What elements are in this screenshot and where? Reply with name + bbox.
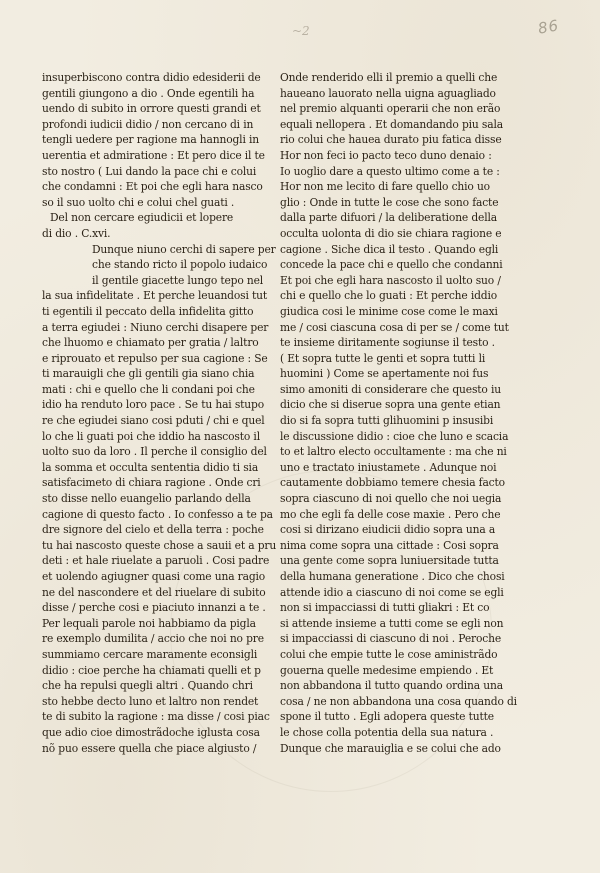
text-line: so il suo uolto chi e colui chel guati . bbox=[42, 195, 235, 209]
text-line: cagione . Siche dica il testo . Quando egli bbox=[280, 242, 499, 256]
text-line: disse / perche cosi e piaciuto innanzi a te . bbox=[42, 601, 266, 615]
text-line: Et poi che egli hara nascosto il uolto suo / bbox=[280, 273, 501, 287]
top-pencil-mark: ~2 bbox=[292, 24, 310, 38]
text-line: la sua infidelitate . Et perche leuandosi tut bbox=[42, 289, 268, 303]
text-line: summiamo cercare maramente econsigli bbox=[42, 647, 258, 661]
text-line: uerentia et admiratione : Et pero dice il te bbox=[42, 148, 265, 162]
text-line: nel premio alquanti operarii che non erão bbox=[280, 102, 501, 116]
text-line: cosi si dirizano eiudicii didio sopra una a bbox=[280, 523, 496, 537]
text-line: Onde renderido elli il premio a quelli che bbox=[280, 71, 498, 84]
text-line: idio ha renduto loro pace . Se tu hai stupo bbox=[42, 398, 265, 412]
right-text-column bbox=[280, 70, 544, 756]
text-line: uendo di subito in orrore questi grandi et bbox=[42, 102, 261, 116]
text-line: insuperbiscono contra didio edesiderii de bbox=[42, 71, 261, 84]
text-line: ti marauigli che gli gentili gia siano chia bbox=[42, 367, 255, 381]
text-line: Del non cercare egiudicii et lopere bbox=[50, 211, 234, 225]
text-line: me / cosi ciascuna cosa di per se / come tut bbox=[280, 320, 509, 334]
text-line: mo che egli fa delle cose maxie . Pero che bbox=[280, 507, 501, 521]
text-line: sto disse nello euangelio parlando della bbox=[42, 492, 251, 506]
text-line: et uolendo agiugner quasi come una ragio bbox=[42, 570, 266, 583]
text-line: deti : et hale riuelate a paruoli . Cosi padre bbox=[42, 554, 270, 568]
text-line: il gentile giacette lungo tepo nel bbox=[92, 273, 264, 287]
text-line: ne del nascondere et del riuelare di subito bbox=[42, 585, 266, 599]
text-line: giudica cosi le minime cose come le maxi bbox=[280, 304, 498, 318]
text-line: cautamente dobbiamo temere chesia facto bbox=[280, 476, 505, 490]
text-line: che ha repulsi quegli altri . Quando chri bbox=[42, 679, 253, 693]
text-line: che condamni : Et poi che egli hara nasco bbox=[42, 180, 263, 194]
text-line: tu hai nascosto queste chose a sauii et a pru bbox=[42, 538, 277, 552]
text-line: a terra egiudei : Niuno cerchi disapere per bbox=[42, 320, 269, 334]
text-line: equali nellopera . Et domandando piu sala bbox=[280, 117, 503, 131]
text-line: mati : chi e quello che li condani poi che bbox=[42, 382, 255, 396]
text-line: le discussione didio : cioe che luno e scacia bbox=[280, 429, 509, 443]
text-line: Per lequali parole noi habbiamo da pigla bbox=[42, 616, 256, 630]
text-line: huomini ) Come se apertamente noi fus bbox=[280, 367, 489, 381]
text-line: si impacciassi di ciascuno di noi . Peroche bbox=[280, 632, 502, 646]
text-line: glio : Onde in tutte le cose che sono facte bbox=[280, 195, 499, 209]
text-line: uno e tractato iniustamete . Adunque noi bbox=[280, 460, 497, 474]
text-line: sopra ciascuno di noi quello che noi uegia bbox=[280, 492, 502, 506]
folio-number: 86 bbox=[536, 16, 561, 38]
text-line: la somma et occulta sententia didio ti sia bbox=[42, 460, 259, 474]
text-line: e riprouato et repulso per sua cagione : Se bbox=[42, 351, 268, 365]
text-line: dio si fa sopra tutti glihuomini p insusibi bbox=[280, 414, 494, 428]
text-line: to et laltro electo occultamente : ma che ni bbox=[280, 445, 507, 459]
text-line: una gente come sopra luniuersitade tutta bbox=[280, 554, 499, 568]
text-line: te insieme diritamente sogiunse il testo . bbox=[280, 336, 495, 350]
text-line: sto hebbe decto luno et laltro non rendet bbox=[42, 694, 259, 708]
text-line: attende idio a ciascuno di noi come se egli bbox=[280, 585, 504, 599]
text-line: occulta uolonta di dio sie chiara ragione e bbox=[280, 226, 502, 240]
text-line: simo amoniti di considerare che questo iu bbox=[280, 382, 501, 396]
text-line: nõ puo essere quella che piace algiusto / bbox=[42, 741, 257, 755]
text-line: satisfacimeto di chiara ragione . Onde cri bbox=[42, 476, 261, 490]
text-line: concede la pace chi e quello che condanni bbox=[280, 258, 503, 272]
text-line: gentili giungono a dio . Onde egentili ha bbox=[42, 86, 255, 100]
text-line: le chose colla potentia della sua natura . bbox=[280, 725, 494, 739]
text-line: dicio che si diserue sopra una gente etian bbox=[280, 398, 501, 412]
text-line: colui che empie tutte le cose aministrãdo bbox=[280, 647, 498, 661]
text-line: Io uoglio dare a questo ultimo come a te : bbox=[280, 164, 500, 178]
text-line: dalla parte difuori / la deliberatione della bbox=[280, 211, 497, 225]
text-line: dre signore del cielo et della terra : poche bbox=[42, 523, 264, 537]
text-line: Hor non me lecito di fare quello chio uo bbox=[280, 180, 490, 194]
text-line: re exemplo dumilita / accio che noi no pre bbox=[42, 632, 264, 646]
left-text-column bbox=[42, 70, 284, 756]
text-line: lo che li guati poi che iddio ha nascosto il bbox=[42, 429, 260, 443]
text-line: non abbandona il tutto quando ordina una bbox=[280, 679, 503, 693]
text-line: si attende insieme a tutti come se egli non bbox=[280, 616, 504, 630]
text-line: cagione di questo facto . Io confesso a te pa bbox=[42, 507, 273, 521]
text-line: di dio . C.xvi. bbox=[42, 226, 111, 240]
text-line: rio colui che hauea durato piu fatica disse bbox=[280, 133, 502, 147]
text-line: ( Et sopra tutte le genti et sopra tutti li bbox=[280, 351, 486, 365]
text-line: sto nostro ( Lui dando la pace chi e colui bbox=[42, 164, 257, 178]
text-line: tengli uedere per ragione ma hannogli in bbox=[42, 133, 259, 147]
text-line: nima come sopra una cittade : Cosi sopra bbox=[280, 538, 499, 552]
text-line: que adio cioe dimostrãdoche iglusta cosa bbox=[42, 725, 260, 739]
text-line: spone il tutto . Egli adopera queste tutte bbox=[280, 710, 494, 724]
text-line: della humana generatione . Dico che chosi bbox=[280, 570, 505, 583]
text-line: che stando ricto il popolo iudaico bbox=[92, 258, 268, 272]
text-line: Dunque niuno cerchi di sapere per bbox=[92, 242, 276, 256]
text-line: profondi iudicii didio / non cercano di in bbox=[42, 117, 254, 131]
text-line: non si impacciassi di tutti gliakri : Et co bbox=[280, 601, 490, 615]
text-line: re che egiudei siano cosi pduti / chi e quel bbox=[42, 414, 265, 428]
text-line: uolto suo da loro . Il perche il consiglio del bbox=[42, 445, 267, 459]
text-line: chi e quello che lo guati : Et perche iddio bbox=[280, 289, 498, 303]
text-line: Dunque che marauiglia e se colui che ado bbox=[280, 741, 501, 755]
text-line: gouerna quelle medesime empiendo . Et bbox=[280, 663, 494, 677]
text-line: ti egentili il peccato della infidelita gitto bbox=[42, 304, 254, 318]
text-line: haueano lauorato nella uigna aguagliado bbox=[280, 86, 496, 100]
text-line: te di subito la ragione : ma disse / cosi piac bbox=[42, 710, 270, 724]
text-line: cosa / ne non abbandona una cosa quando di bbox=[280, 694, 517, 708]
text-line: didio : cioe perche ha chiamati quelli et p bbox=[42, 663, 261, 677]
text-line: che lhuomo e chiamato per gratia / laltro bbox=[42, 336, 259, 350]
text-line: Hor non feci io pacto teco duno denaio : bbox=[280, 148, 492, 162]
